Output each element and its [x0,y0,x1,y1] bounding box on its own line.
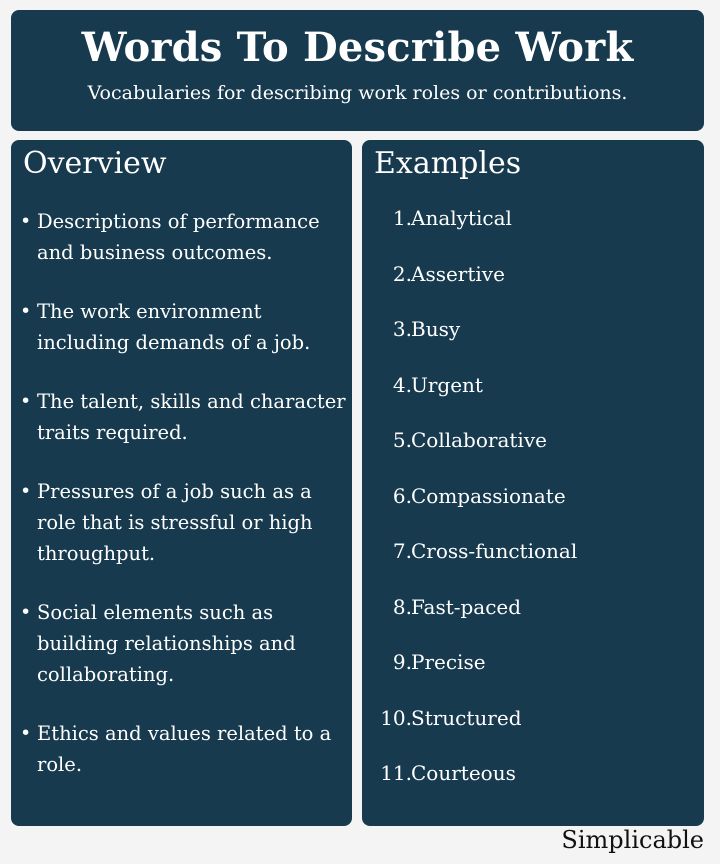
overview-panel [11,140,352,826]
example-item [362,260,704,316]
bullet-icon: • [20,210,32,232]
overview-item-text: Social elements such as building relationships and collaborating. [37,601,296,686]
example-word: Courteous [411,761,516,785]
example-item [362,648,704,704]
example-item [362,704,704,760]
overview-item-text: The work environment including demands of a job. [37,300,311,354]
example-number: 6. [392,483,412,508]
example-item [362,759,704,815]
overview-list [17,206,347,808]
example-item [362,482,704,538]
overview-item [17,206,347,268]
example-item [362,537,704,593]
overview-heading: Overview [23,146,167,181]
example-word: Compassionate [411,483,566,508]
overview-item-text: Ethics and values related to a role. [37,722,332,776]
brand-logo-text: Simplicable [561,826,704,854]
example-item [362,371,704,427]
overview-item [17,597,347,690]
example-word: Cross-functional [411,539,578,563]
example-word: Busy [411,317,461,341]
examples-list [362,204,704,815]
overview-item-text: Pressures of a job such as a role that is stressful or high throughput. [37,480,313,565]
overview-item [17,476,347,569]
example-word: Structured [411,705,522,730]
header-panel [11,10,704,131]
overview-item [17,718,347,780]
example-number: 4. [392,372,412,397]
example-word: Urgent [411,372,483,397]
example-number: 9. [392,650,412,674]
bullet-icon: • [20,601,32,623]
example-number: 3. [392,317,412,341]
bullet-icon: • [20,300,32,322]
examples-panel [362,140,704,826]
overview-item-text: The talent, skills and character traits required. [37,390,346,444]
example-item [362,426,704,482]
example-item [362,315,704,371]
example-number: 5. [392,428,412,452]
example-number: 11. [380,761,412,785]
overview-item [17,296,347,358]
example-number: 2. [392,261,412,286]
example-number: 7. [392,539,412,563]
example-number: 1. [392,206,412,230]
example-word: Precise [411,650,486,674]
example-word: Assertive [411,261,505,286]
examples-heading: Examples [374,146,522,181]
page-title: Words To Describe Work [81,24,634,71]
example-item [362,204,704,260]
example-item [362,593,704,649]
example-number: 8. [392,594,412,619]
example-word: Collaborative [411,428,547,452]
overview-item-text: Descriptions of performance and business outcomes. [37,210,320,264]
bullet-icon: • [20,480,32,502]
overview-item [17,386,347,448]
example-word: Fast-paced [411,594,522,619]
bullet-icon: • [20,722,32,744]
bullet-icon: • [20,390,32,412]
example-number: 10. [380,705,412,730]
example-word: Analytical [411,206,512,230]
page-subtitle: Vocabularies for describing work roles or contributions. [87,82,628,104]
